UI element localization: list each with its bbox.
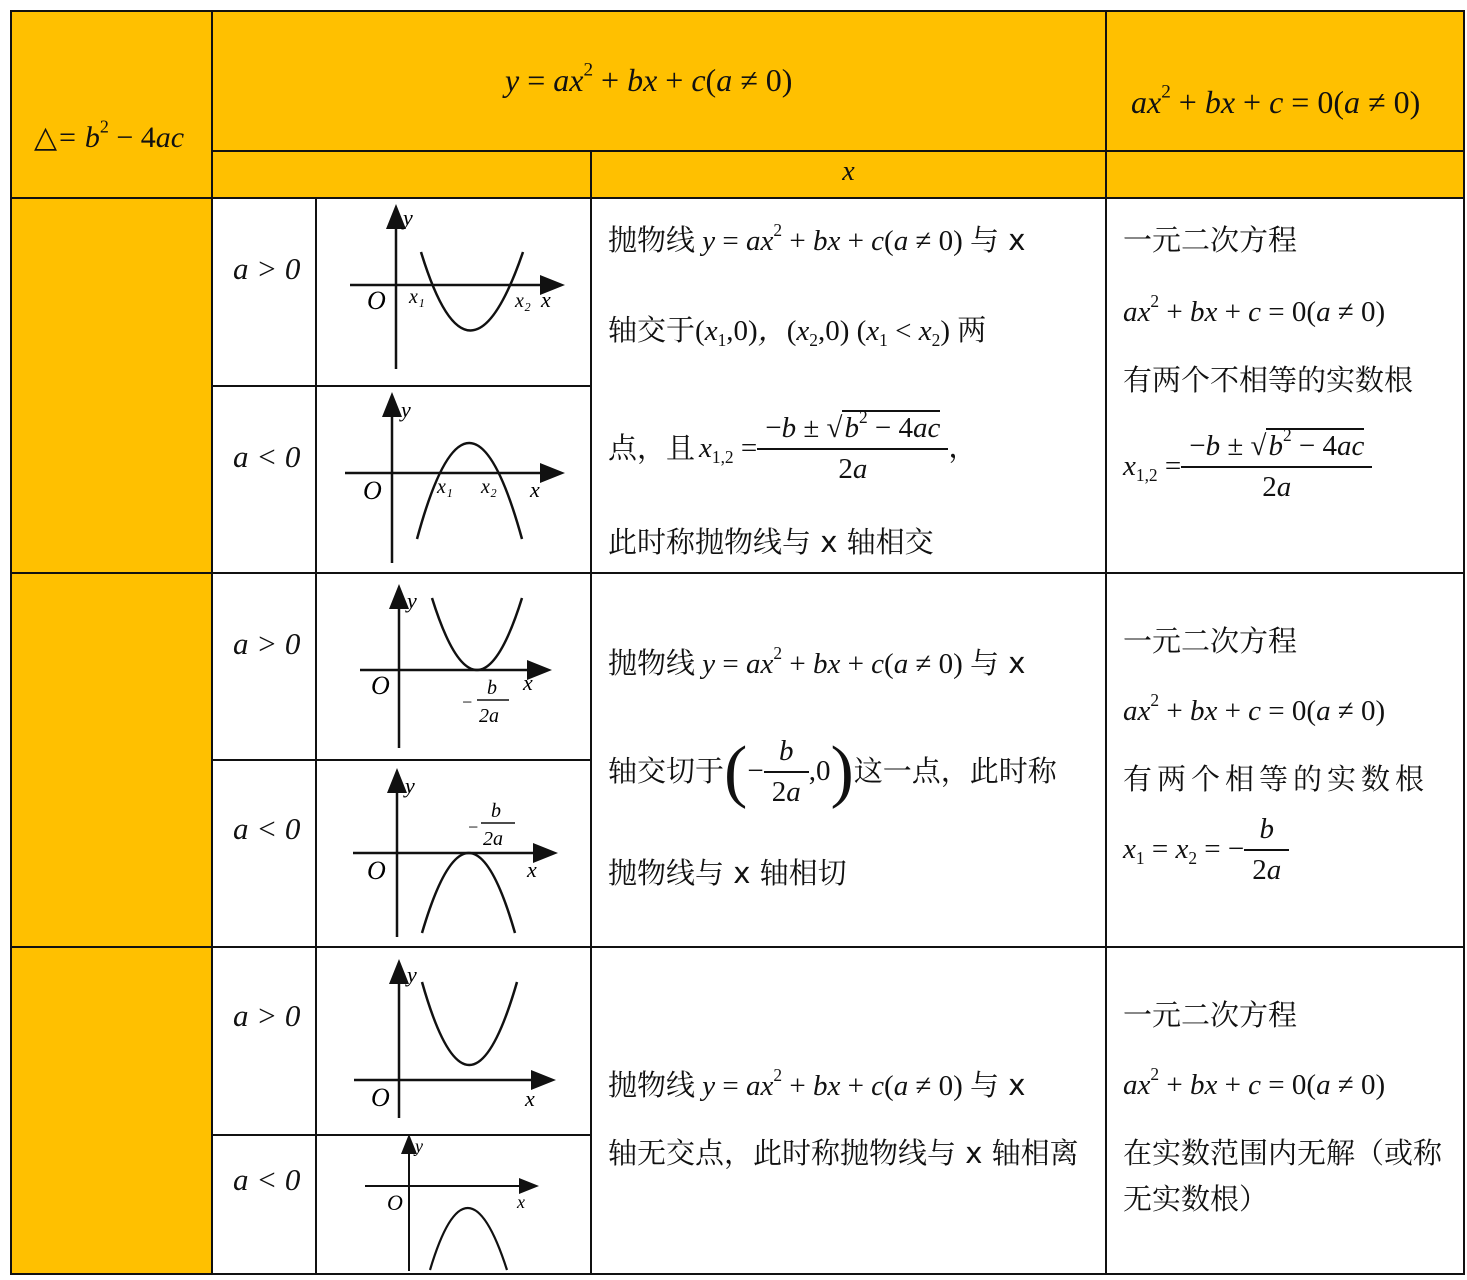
svg-text:2a: 2a: [483, 828, 503, 850]
function-expression: $y = ax^2$ + bx + c(a ≠ 0): [702, 1065, 963, 1102]
condition-cell: [211, 572, 317, 761]
delta-zero-cell: [10, 572, 213, 948]
equation-header-cell: [1105, 10, 1465, 152]
delta-negative-cell: [10, 946, 213, 1275]
svg-text:−: −: [461, 692, 474, 712]
root-formula-fraction: $\frac{-b \pm √b^2 - 4ac}{2a}$: [761, 411, 944, 487]
root-formula-lhs: $x_{1,2}$ =: [699, 432, 758, 468]
condition-a-pos: a > 0: [233, 251, 301, 286]
tangent-point: ( − $\frac{b}{2a}$ ,0 ): [724, 732, 854, 810]
svg-text:x₁: x₁: [437, 476, 453, 498]
condition-a-neg: a < 0: [233, 439, 301, 474]
intersection-points: $(x_1,0)$，$(x_2,0) (x_1 < x_2)$: [695, 315, 950, 351]
svg-text:O: O: [387, 1190, 403, 1215]
svg-text:O: O: [363, 476, 382, 505]
delta-header-cell: [10, 10, 213, 199]
graph-cell: [315, 759, 592, 948]
condition-cell: [211, 385, 317, 574]
condition-cell: [211, 946, 317, 1136]
equation-cell-equal-roots: 一元二次方程 $ax^2$ + bx + c = 0(a ≠ 0) 有两个相等的实数根 $x_1 = x_2$ = − $\frac{b}{2a}$: [1105, 572, 1465, 948]
svg-text:x: x: [541, 287, 551, 312]
parabola-graph-up-two-roots: [317, 199, 590, 385]
svg-text:b: b: [487, 677, 497, 699]
parabola-graph-down-two-roots: [317, 387, 590, 572]
function-expression: $y = ax^2$ + bx + c(a ≠ 0): [702, 643, 963, 680]
function-header: $y = ax^2$ + bx + c(a ≠ 0): [505, 59, 793, 98]
svg-text:x₂: x₂: [481, 476, 497, 498]
subheader-empty-right: [1105, 150, 1465, 199]
condition-cell: [211, 1134, 317, 1275]
svg-text:x: x: [525, 1086, 535, 1111]
svg-text:−: −: [467, 817, 480, 837]
parabola-graph-down-tangent: [317, 761, 590, 946]
svg-text:x: x: [517, 1192, 525, 1212]
equation-cell-two-roots: 一元二次方程 $ax^2$ + bx + c = 0(a ≠ 0) 有两个不相等的实数根 $x_{1,2}$ = $\frac{-b \pm √b^2 - 4ac}{2a}$: [1105, 197, 1465, 574]
delta-positive-cell: [10, 197, 213, 574]
root-formula-fraction: $\frac{-b \pm √b^2 - 4ac}{2a}$: [1185, 429, 1368, 505]
svg-text:x: x: [527, 857, 537, 882]
equation-expression: $ax^2$ + bx + c = 0(a ≠ 0): [1123, 291, 1386, 328]
graph-cell: [315, 385, 592, 574]
condition-cell: [211, 197, 317, 387]
condition-a-neg: a < 0: [233, 811, 301, 846]
svg-text:y: y: [415, 1136, 423, 1156]
svg-text:O: O: [367, 856, 386, 885]
delta-header: △= $b^2 - 4ac$: [34, 116, 185, 154]
function-header-cell: [211, 10, 1107, 152]
svg-text:y: y: [405, 773, 415, 798]
svg-text:x₂: x₂: [515, 290, 531, 312]
equation-expression: $ax^2$ + bx + c = 0(a ≠ 0): [1123, 690, 1386, 727]
condition-cell: [211, 759, 317, 948]
equation-cell-no-roots: 一元二次方程 $ax^2$ + bx + c = 0(a ≠ 0) 在实数范围内无解（或称 无实数根）: [1105, 946, 1465, 1275]
equation-header: $ax^2$ + bx + c = 0(a ≠ 0): [1131, 81, 1421, 120]
svg-text:x₁: x₁: [409, 286, 425, 308]
svg-text:y: y: [407, 588, 417, 613]
graph-cell: [315, 946, 592, 1136]
subheader-x-cell: [590, 150, 1107, 199]
svg-text:y: y: [401, 397, 411, 422]
svg-text:x: x: [523, 670, 533, 695]
svg-text:2a: 2a: [479, 705, 499, 727]
origin-label: O: [367, 286, 386, 315]
svg-text:x: x: [530, 477, 540, 502]
graph-cell: [315, 197, 592, 387]
condition-a-pos: a > 0: [233, 998, 301, 1033]
svg-text:O: O: [371, 671, 390, 700]
description-cell-tangent: 抛物线 $y = ax^2$ + bx + c(a ≠ 0) 与 x 轴交切于 ( − $\frac{b}{2a}$ ,0 ) 这一点，此时称 抛物线与 x 轴相切: [590, 572, 1107, 948]
description-cell-intersect: 抛物线 $y = ax^2$ + bx + c(a ≠ 0) 与 x 轴交于$(x_1,0)$，$(x_2,0) (x_1 < x_2)$ 两 点，且 $x_{1,2}$ = $\frac{-b \pm √b^2 - 4ac}{2a}$ ， 此时称抛物线与 x 轴相交: [590, 197, 1107, 574]
graph-cell: [315, 572, 592, 761]
description-cell-separate: 抛物线 $y = ax^2$ + bx + c(a ≠ 0) 与 x 轴无交点，此时称抛物线与 x 轴相离: [590, 946, 1107, 1275]
graph-cell: [315, 1134, 592, 1275]
parabola-graph-down-no-roots: [317, 1136, 590, 1273]
equation-expression: $ax^2$ + bx + c = 0(a ≠ 0): [1123, 1064, 1386, 1101]
parabola-graph-up-no-roots: [317, 948, 590, 1134]
condition-a-neg: a < 0: [233, 1162, 301, 1197]
function-expression: $y = ax^2$ + bx + c(a ≠ 0): [702, 220, 963, 257]
parabola-graph-up-tangent: [317, 574, 590, 759]
svg-text:b: b: [491, 800, 501, 822]
double-root-fraction: $\frac{b}{2a}$: [1248, 812, 1285, 888]
subheader-x-label: x: [842, 156, 855, 187]
subheader-empty-left: [211, 150, 592, 199]
condition-a-pos: a > 0: [233, 626, 301, 661]
svg-text:O: O: [371, 1083, 390, 1112]
svg-text:y: y: [403, 205, 413, 230]
svg-text:y: y: [407, 962, 417, 987]
